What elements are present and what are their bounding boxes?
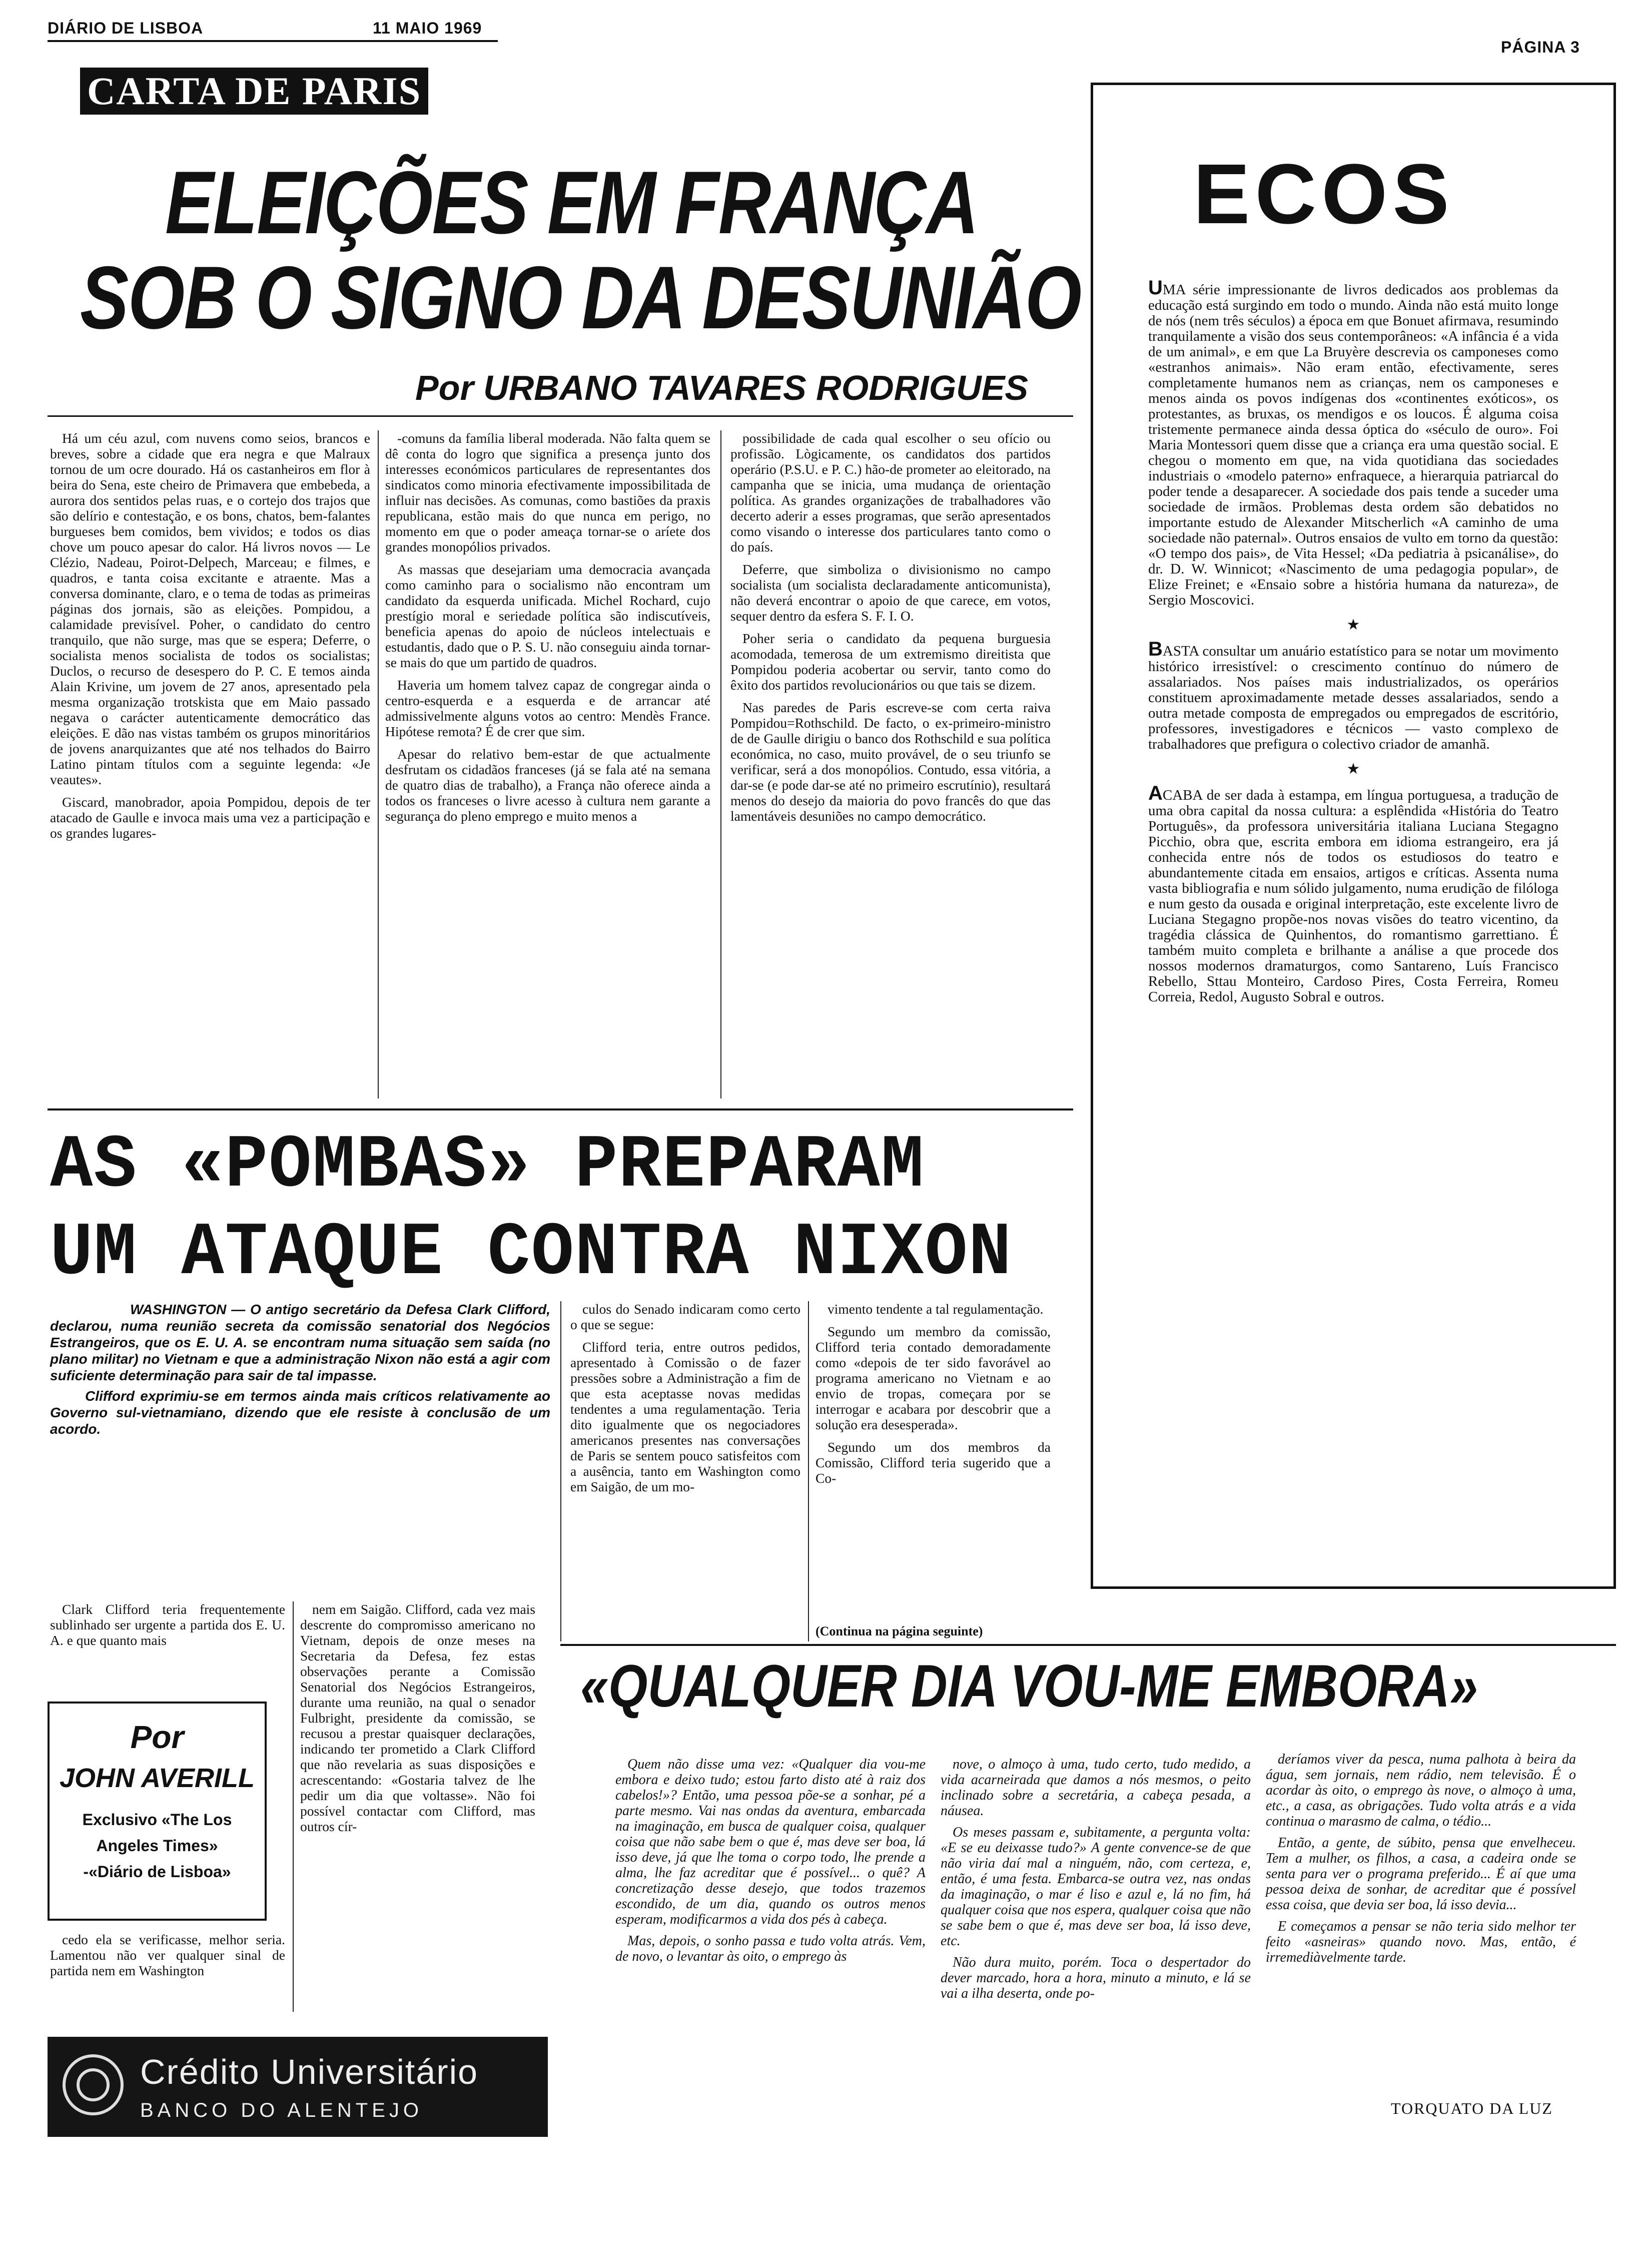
paragraph: Haveria um homem talvez capaz de congregar ainda o centro-esquerda e a esquerda e de arrancar até admissivelmente alguns votos ao centro: Mendès France. Hipótese remota? É de crer que sim. <box>385 677 710 739</box>
nixon-column-a-bottom <box>50 1932 285 2012</box>
nixon-column-d <box>815 1301 1051 1616</box>
paragraph: Não dura muito, porém. Toca o despertador do dever marcado, hora a hora, minuto a minuto, e lá se vai a ilha deserta, onde po- <box>941 1955 1251 2001</box>
bank-logo-icon <box>63 2054 124 2115</box>
paragraph: Então, a gente, de súbito, pensa que envelheceu. Tem a mulher, os filhos, a casa, a cadeira onde se senta para ver o programa preferido... É aí que uma pessoa deixa de sonhar, de acreditar que é possível essa coisa, que devia ser boa, lá isso devia... <box>1266 1835 1576 1913</box>
paragraph: possibilidade de cada qual escolher o seu ofício ou profissão. Lògicamente, os candidatos dos partidos operário (P.S.U. e P. C.) hão-de prometer ao eleitorado, na campanha que se inicia, uma mudança de orientação política. As grandes organizações de trabalhadores vão decerto aderir a esses programas, que serão apresentados como visando o interesse dos particulares tanto como o do país. <box>730 430 1051 554</box>
section-kicker: CARTA DE PARIS <box>80 68 428 115</box>
nixon-byline-box <box>48 1702 267 1921</box>
column-rule <box>293 1601 294 2012</box>
byline-por: Por <box>130 1719 184 1755</box>
carta-column-2 <box>385 430 710 1098</box>
drop-cap: U <box>1148 277 1163 299</box>
paragraph: Deferre, que simboliza o divisionismo no campo socialista (um socialista declaradamente anticomunista), não deverá encontrar o apoio de que carece, em votos, sequer dentro da esfera S. F. I. O. <box>730 561 1051 624</box>
section-rule <box>48 1108 1073 1110</box>
carta-column-3 <box>730 430 1051 1098</box>
star-icon: ★ <box>1346 761 1360 777</box>
ecos-item: MA série impressionante de livros dedicados aos problemas da educação está surgindo em todo o mundo. Ainda não está muito longe de nós (nem três séculos) a época em que Bonuet afirmava, resumindo tranquilamente a visão dos seus contemporâneos: «A infância é a vida de um animal», e em que La Bruyère descrevia os camponeses como «estranhos animais». Não eram então, efectivamente, seres completamente humanos nem as crianças, nem os camponeses e menos ainda os povos indígenas dos «continentes exóticos», os protestantes, as bruxas, os mendigos e os loucos. É alguma coisa tristemente permanece ainda dessa óptica do «século de ouro». Foi Maria Montessori quem disse que a criança era uma questão social. E chegou o momento em que, na vida quotidiana das sociedades industriais o «modelo paterno» enfraquece, a hierarquia patriarcal do poder tende a desaparecer. A sociedade dos pais tende a suceder uma sociedade de irmãos. Problemas desta ordem são debatidos no importante estudo de Alexander Mitscherlich «A caminho de uma sociedade não paternal». Outros ensaios de vulto em torno da questão: «O tempo dos pais», de Vita Hessel; «Da pediatria à psicanálise», do dr. D. W. Winnicot; «Nascimento de uma pedagogia popular», de Elize Freinet; e «Ensaio sobre a história humana da natureza», de Sergio Moscovici. <box>1148 282 1558 608</box>
lead-paragraph: Clifford exprimiu-se em termos ainda mais críticos relativamente ao Governo sul-vietnamiano, dizendo que ele resiste à conclusão de um acordo. <box>50 1388 550 1437</box>
byline-author: JOHN AVERILL <box>59 1763 255 1793</box>
paragraph: nem em Saigão. Clifford, cada vez mais descrente do compromisso americano no Vietnam, depois de onze meses na Secretaria da Defesa, fez estas observações perante a Comissão Senatorial dos Negócios Estrangeiros, durante uma reunião, na qual o senador Fulbright, presidente da comissão, se recusou a prestar quaisquer declarações, indicando ter prometido a Clark Clifford que não revelaria as suas disposições e acrescentando: «Gostaria talvez de lhe pedir um dia que voltasse». Não foi possível contactar com Clifford, mas outros cír- <box>300 1601 535 1834</box>
qualquer-column-3 <box>1266 1752 1576 2097</box>
issue-date: 11 MAIO 1969 <box>373 19 482 37</box>
newspaper-name: DIÁRIO DE LISBOA <box>48 19 204 37</box>
nixon-column-a <box>50 1601 285 1676</box>
paragraph: E começamos a pensar se não teria sido melhor ter feito «asneiras» quando novo. Mas, então, é irremediàvelmente tarde. <box>1266 1919 1576 1965</box>
byline-rule <box>48 415 1073 417</box>
nixon-column-b <box>300 1601 535 2012</box>
section-rule <box>560 1644 1616 1646</box>
paragraph: Segundo um dos membros da Comissão, Clifford teria sugerido que a Co- <box>815 1439 1051 1486</box>
paragraph: Os meses passam e, subitamente, a pergunta volta: «E se eu deixasse tudo?» A gente convence-se de que não viria daí mal a ninguém, não, com certeza, e, então, é uma festa. Embarca-se outra vez, nas ondas da imaginação, o mar é liso e azul e, lá no fim, há qualquer coisa que nos espera, qualquer coisa que não se sabe bem o que é, mas deve ser boa, lá isso deve, etc. <box>941 1825 1251 1949</box>
ecos-box <box>1091 83 1616 1589</box>
ad-title: Crédito Universitário <box>140 2052 479 2091</box>
paragraph: As massas que desejariam uma democracia avançada como caminho para o socialismo não encontram um candidato da esquerda unificada. Michel Rochard, cujo prestígio moral e seriedade política são indiscutíveis, beneficia apenas do apoio de núcleos intelectuais e estudantis, dado que o P. S. U. não conseguiu ainda tornar-se mais do que um partido de quadros. <box>385 561 710 670</box>
nixon-headline-line1: AS «POMBAS» PREPARAM <box>50 1123 925 1209</box>
headline-line1: ELEIÇÕES EM FRANÇA <box>165 153 978 252</box>
paragraph: Clark Clifford teria frequentemente sublinhado ser urgente a partida dos E. U. A. e que quanto mais <box>50 1601 285 1648</box>
ecos-title: ECOS <box>1193 147 1454 242</box>
ecos-item: CABA de ser dada à estampa, em língua portuguesa, a tradução de uma obra capital da nossa cultura: a esplêndida «História do Teatro Português», da professora universitária italiana Luciana Stegagno Picchio, obra que, escrita embora em idioma estrangeiro, era já conhecida entre nós de todos os estudiosos do teatro e abundantemente citada em ensaios, artigos e críticas. Assenta numa vasta bibliografia e num sólido julgamento, numa erudição de filóloga e num gesto da ousada e original interpretação, este excelente livro de Luciana Stegagno propõe-nos novas visões do teatro vicentino, da tragédia clássica de Quinhentos, do romantismo garrettiano. É também muito completa e brilhante a análise a que procede dos nossos modernos dramaturgos, como Santareno, Luís Francisco Rebello, Sttau Monteiro, Cardoso Pires, Costa Ferreira, Romeu Correia, Redol, Augusto Sobral e outros. <box>1148 787 1558 1005</box>
column-rule <box>560 1301 561 1641</box>
column-rule <box>378 430 379 1098</box>
nixon-lead <box>50 1301 550 1591</box>
paragraph: Quem não disse uma vez: «Qualquer dia vou-me embora e deixo tudo; estou farto disto até à raiz dos cabelos!»? Então, uma pessoa põe-se a sonhar, pé a parte mesmo. Vai nas ondas da aventura, embarcada na imaginação, em busca de qualquer coisa, qualquer coisa que não sabe bem o que é, mas deve ser boa, lá isso deve, já que lhe toma o corpo todo, lhe prende a alma, lhe faz acreditar que é possível... o quê? A concretização desse desejo, que todos trazemos escondido, de um dia, quando os outros menos esperam, modificarmos a vida dos pés à cabeça. <box>615 1757 926 1927</box>
byline-credit: Exclusivo «The Los Angeles Times» -«Diário de Lisboa» <box>82 1811 232 1881</box>
drop-cap: B <box>1148 638 1163 660</box>
paragraph: vimento tendente a tal regulamentação. <box>828 1301 1044 1317</box>
credito-ad <box>48 2037 548 2137</box>
ecos-item: ASTA consultar um anuário estatístico para se notar um movimento histórico irresistível: o crescimento contínuo do número de assalariados. Nos países mais industrializados, os operários constituem aproximadamente metade desses assalariados, sendo a outra metade composta de empregados ou empregados de escritório, professores, investigadores e técnicos — vasto complexo de trabalhadores que prefigura o colectivo criador de amanhã. <box>1148 643 1558 752</box>
paragraph: cedo ela se verificasse, melhor seria. Lamentou não ver qualquer sinal de partida nem em Washington <box>50 1932 285 1978</box>
column-rule <box>808 1301 809 1641</box>
nixon-headline-line2: UM ATAQUE CONTRA NIXON <box>50 1211 1013 1296</box>
qualquer-column-2 <box>941 1757 1251 2112</box>
paragraph: Segundo um membro da comissão, Clifford teria contado demoradamente como «depois de ter sido favorável ao programa americano no Vietnam e ao envio de tropas, começara por se interrogar e acabara por descobrir que a solução era desesperada». <box>815 1324 1051 1432</box>
paragraph: -comuns da família liberal moderada. Não falta quem se dê conta do logro que significa a presença junto dos interesses económicos particulares de representantes dos sindicatos como minoria efectivamente impossibilitada de influir nas decisões. As comunas, como bastiões da praxis republicana, estão mais do que nunca em perigo, no momento em que o poder ameaça tornar-se o aríete dos grandes monopólios privados. <box>385 430 710 554</box>
qualquer-headline: «QUALQUER DIA VOU-ME EMBORA» <box>580 1652 1478 1720</box>
paragraph: Giscard, manobrador, apoia Pompidou, depois de ter atacado de Gaulle e invoca mais uma vez a participação e os grandes lugares- <box>50 794 370 841</box>
paragraph: nove, o almoço à uma, tudo certo, tudo medido, a vida acarneirada que damos a nós mesmos, o peito inclinado sobre a secretária, a cabeça pesada, a náusea. <box>941 1757 1251 1819</box>
paragraph: Poher seria o candidato da pequena burguesia acomodada, temerosa de um extremismo direitista que Pompidou poderia acobertar ou servir, tanto como do êxito dos partidos revolucionários ou que tais se dizem. <box>730 631 1051 693</box>
column-rule <box>720 430 721 1098</box>
qualquer-column-1 <box>615 1757 926 2112</box>
star-icon: ★ <box>1346 617 1360 633</box>
lead-paragraph: WASHINGTON — O antigo secretário da Defesa Clark Clifford, declarou, numa reunião secreta da comissão senatorial dos Negócios Estrangeiros, que os E. U. A. se encontram numa situação sem saída (no plano militar) no Vietnam e que a administração Nixon não está a agir com suficiente determinação para sair de tal impasse. <box>50 1302 550 1383</box>
paragraph: Apesar do relativo bem-estar de que actualmente desfrutam os cidadãos franceses (já se fala até na semana de quatro dias de trabalho), a França não oferece ainda a todos os franceses o livre acesso à cultura nem garante a segurança do pleno emprego e muito menos a <box>385 746 710 824</box>
paragraph: Clifford teria, entre outros pedidos, apresentado à Comissão o de fazer pressões sobre a Administração a fim de que esta aceptasse novas medidas tendentes a uma regulamentação. Teria dito igualmente que os negociadores americanos presentes nas conversações de Paris se sentem pouco satisfeitos com a ausência, tanto em Washington como em Saigão, de um mo- <box>570 1339 800 1494</box>
header-rule <box>48 40 498 42</box>
drop-cap: A <box>1148 782 1163 804</box>
paragraph: Nas paredes de Paris escreve-se com certa raiva Pompidou=Rothschild. De facto, o ex-primeiro-ministro de de Gaulle dirigiu o banco dos Rothschild e sua política económica, no caso, muito provável, de o seu triunfo se verificar, será a dos monopólios. Contudo, essa vitória, a dar-se (e pode dar-se até no primeiro escrutínio), resultará menos do desejo da maioria do povo francês do que das lamentáveis desuniões no campo democrático. <box>730 700 1051 824</box>
ad-subtitle: BANCO DO ALENTEJO <box>140 2099 423 2121</box>
article-byline: Por URBANO TAVARES RODRIGUES <box>415 368 1029 407</box>
carta-column-1 <box>50 430 370 1098</box>
paragraph: Mas, depois, o sonho passa e tudo volta atrás. Vem, de novo, o levantar às oito, o emprego às <box>615 1933 926 1964</box>
author-signature: TORQUATO DA LUZ <box>1391 2099 1553 2117</box>
paragraph: deríamos viver da pesca, numa palhota à beira da água, sem jornais, nem rádio, nem televisão. É o acordar às oito, o emprego às nove, o almoço à uma, etc., a casa, as obrigações. Tudo volta atrás e a vida continua o marasmo de calma, o tédio... <box>1266 1752 1576 1829</box>
paragraph: Há um céu azul, com nuvens como seios, brancos e breves, sobre a cidade que era negra e que Malraux tornou de um ocre dourado. Há os castanheiros em flor à beira do Sena, este cheiro de Primavera que embebeda, a aurora dos sentidos pelas ruas, e o cortejo dos trajos que são delírio e contestação, e os bons, chatos, bem-falantes burgueses bem comidos, bem vividos; e todos os dias chove um pouco apesar do calor. Há livros novos — Le Clézio, Nadeau, Poirot-Delpech, Marceau; e filmes, e quadros, e tanta coisa excitante e atraente. Mas a conversa dominante, claro, e o tema de todas as primeiras páginas dos jornais, são as eleições. Pompidou, a calamidade previsível. Poher, o candidato do centro tranquilo, que não surge, mas que se espera; Deferre, o socialista menos socialista de todos os socialistas; Duclos, o recurso de desespero do P. C. E temos ainda Alain Krivine, um jovem de 27 anos, apresentado pela mesma organização trotskista que em Maio passado negava o carácter autenticamente democrático das eleições. E dão nas vistas também os grupos minoritários de jovens anarquizantes que até nos telhados do Bairro Latino pintam títulos com a seguinte legenda: «Je veautes». <box>50 430 370 787</box>
continued-note: (Continua na página seguinte) <box>815 1624 983 1638</box>
ecos-text <box>1148 277 1558 1571</box>
headline-line2: SOB O SIGNO DA DESUNIÃO <box>80 248 1081 347</box>
nixon-column-c <box>570 1301 800 1641</box>
page-number: PÁGINA 3 <box>1501 38 1580 56</box>
paragraph: culos do Senado indicaram como certo o que se segue: <box>570 1301 800 1332</box>
